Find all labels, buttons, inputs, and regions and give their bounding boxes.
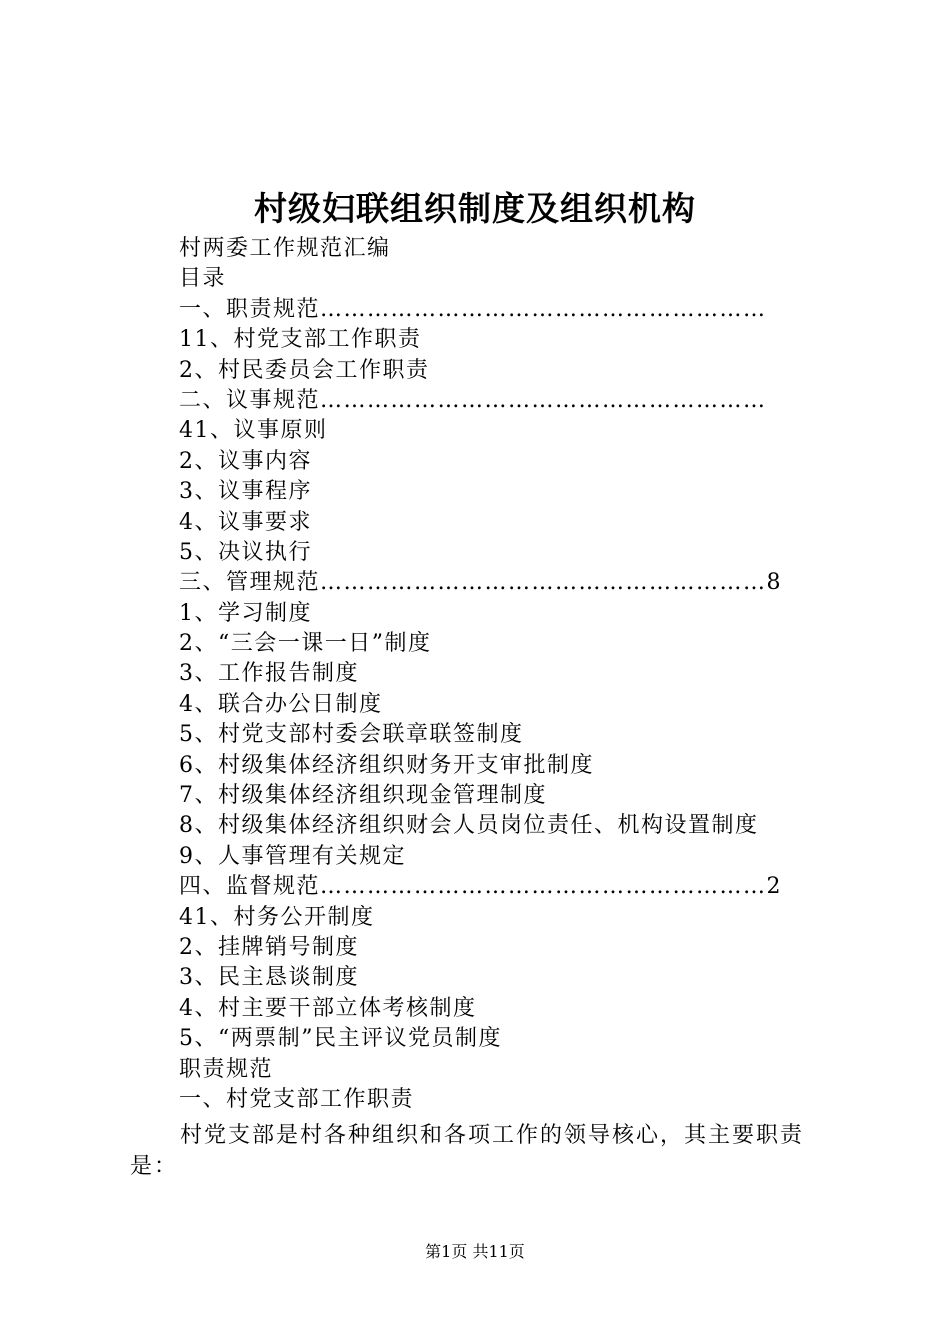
- section-heading: 职责规范: [179, 1056, 274, 1082]
- toc-entry: 7、村级集体经济组织现金管理制度: [179, 783, 547, 809]
- toc-entry: 5、“两票制”民主评议党员制度: [179, 1026, 502, 1052]
- toc-entry: 5、决议执行: [179, 539, 312, 565]
- toc-entry: 3、民主恳谈制度: [179, 965, 359, 991]
- body-paragraph: 村党支部是村各种组织和各项工作的领导核心，其主要职责是：: [130, 1123, 805, 1179]
- toc-entry: 一、职责规范…………………………………………………: [179, 296, 767, 322]
- toc-entry: 6、村级集体经济组织财务开支审批制度: [179, 752, 594, 778]
- toc-entry: 3、工作报告制度: [179, 661, 359, 687]
- toc-entry: 四、监督规范…………………………………………………2: [179, 874, 782, 900]
- toc-entry: 41、村务公开制度: [179, 904, 375, 930]
- toc-entry: 2、挂牌销号制度: [179, 934, 359, 960]
- text-line: 目录: [179, 266, 227, 292]
- section-heading: 一、村党支部工作职责: [179, 1086, 415, 1112]
- toc-entry: 4、村主要干部立体考核制度: [179, 995, 477, 1021]
- toc-entry: 2、村民委员会工作职责: [179, 357, 430, 383]
- toc-entry: 4、议事要求: [179, 509, 312, 535]
- page-footer: 第1页 共11页: [425, 1242, 525, 1261]
- toc-entry: 2、议事内容: [179, 448, 312, 474]
- toc-entry: 8、村级集体经济组织财会人员岗位责任、机构设置制度: [179, 813, 759, 839]
- toc-entry: 9、人事管理有关规定: [179, 843, 406, 869]
- toc-entry: 3、议事程序: [179, 479, 312, 505]
- text-line: 村两委工作规范汇编: [179, 236, 391, 261]
- toc-entry: 三、管理规范…………………………………………………8: [179, 570, 782, 596]
- toc-entry: 二、议事规范…………………………………………………: [179, 387, 767, 413]
- toc-entry: 2、“三会一课一日”制度: [179, 631, 432, 657]
- document-title: 村级妇联组织制度及组织机构: [254, 189, 696, 228]
- toc-entry: 4、联合办公日制度: [179, 691, 383, 717]
- toc-entry: 1、学习制度: [179, 600, 312, 626]
- toc-entry: 41、议事原则: [179, 418, 328, 444]
- toc-entry: 11、村党支部工作职责: [179, 327, 422, 353]
- toc-entry: 5、村党支部村委会联章联签制度: [179, 722, 524, 748]
- table-of-contents: [179, 234, 879, 1115]
